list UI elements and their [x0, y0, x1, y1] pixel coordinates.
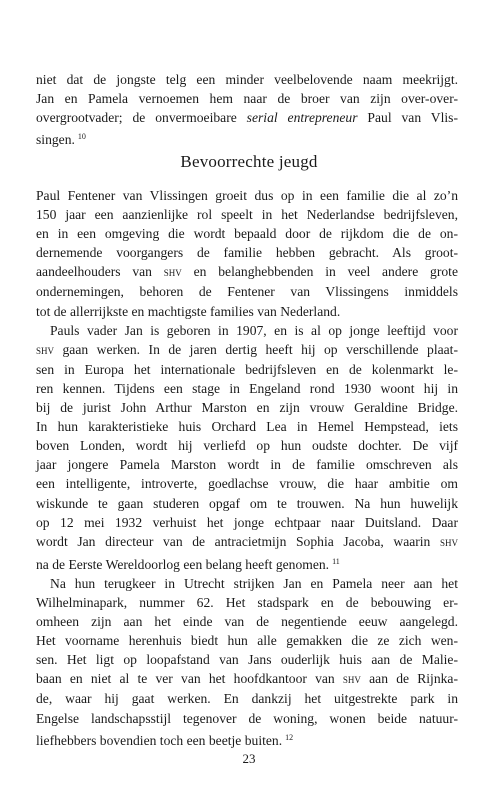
text-line: boven Londen, wordt hij verliefd op hun oudste dochter. De vijf [36, 438, 458, 454]
text-line: In hun karakteristieke huis Orchard Lea in Hemel Hempstead, iets [36, 419, 458, 435]
text-fragment: aandeelhouders van [36, 264, 164, 280]
text-fragment: wordt Jan directeur van de antracietmijn Sophia Jacoba, waarin [36, 533, 440, 549]
italic-phrase: serial entrepreneur [246, 110, 358, 126]
text-line: Na hun terugkeer in Utrecht strijken Jan en Pamela neer aan het [50, 575, 458, 591]
text-line [36, 108, 458, 127]
text-line: op 12 mei 1932 verhuist het jonge echtpaar naar Duitsland. Daar [36, 514, 458, 530]
text-line: een intelligente, introverte, goedlachse vrouw, die haar ambitie om [36, 476, 458, 492]
text-line [36, 669, 458, 689]
text-fragment: aan de Rijnka- [360, 671, 458, 687]
text-line: wiskunde te gaan studeren opgaf om te trouwen. Na hun huwelijk [36, 495, 458, 511]
text-line: ondernemingen, behoren de Fentener van Vlissingens inmiddels [36, 284, 458, 300]
text-fragment: Paul van Vlis- [357, 110, 458, 126]
text-line: sen. Het ligt op loopafstand van Jans ouderlijk huis aan de Malie- [36, 652, 458, 668]
text-line: tot de allerrijkste en machtigste families van Nederland. [36, 303, 341, 319]
text-line: en in een omgeving die wordt bepaald door de rijkdom die de on- [36, 226, 458, 242]
intro-paragraph [36, 70, 458, 149]
text-line: niet dat de jongste telg een minder veelbelovende naam meekrijgt. [36, 72, 458, 87]
text-line: Paul Fentener van Vlissingen groeit dus op in een familie die al zo’n [36, 188, 458, 203]
footnote-marker: 11 [332, 556, 340, 566]
text-line [36, 532, 458, 552]
small-caps-abbreviation: shv [36, 342, 55, 357]
text-line [36, 127, 458, 149]
text-fragment: en belanghebbenden in veel andere grote [181, 264, 458, 280]
text-line [36, 728, 458, 750]
footnote-marker: 12 [285, 732, 294, 742]
text-line: Het voorname herenhuis biedt hun alle gemakken die ze zich wen- [36, 633, 458, 649]
text-line: sen in Europa het internationale bedrijfsleven en de kolenmarkt le- [36, 361, 458, 377]
text-line [36, 262, 458, 282]
small-caps-abbreviation: shv [342, 672, 361, 687]
text-line: Jan en Pamela vernoemen hem naar de broer van zijn over-over- [36, 91, 458, 107]
text-fragment: na de Eerste Wereldoorlog een belang heeft genomen. [36, 556, 330, 572]
text-fragment: gaan werken. In de jaren dertig heeft hij op verschillende plaat- [54, 341, 458, 357]
text-fragment: singen. [36, 132, 75, 148]
text-line [36, 552, 458, 574]
text-line [36, 340, 458, 360]
paragraph-1 [36, 186, 458, 750]
text-fragment: overgrootvader; de onvermoeibare [36, 110, 237, 126]
section-heading: Bevoorrechte jeugd [180, 152, 318, 171]
text-line: 150 jaar een aanzienlijke rol speelt in het Nederlandse bedrijfsleven, [36, 207, 458, 223]
text-fragment: liefhebbers bovendien toch een beetje buiten. [36, 732, 283, 748]
text-line: bij de jurist John Arthur Marston en zijn vrouw Geraldine Bridge. [36, 400, 458, 416]
page-number: 23 [242, 751, 256, 766]
text-line: Wilhelminapark, nummer 62. Het stadspark en de bebouwing er- [36, 594, 458, 610]
text-line: Engelse landschapsstijl tegenover de woning, wonen beide natuur- [36, 710, 458, 726]
text-line: omheen zijn aan het einde van de negentiende eeuw aangelegd. [36, 614, 458, 630]
small-caps-abbreviation: shv [439, 534, 458, 549]
text-line: de, waar hij gaat werken. En dankzij het uitgestrekte park in [36, 691, 458, 707]
text-line: jaar jongere Pamela Marston wordt in de familie omschreven als [36, 457, 458, 473]
footnote-marker: 10 [77, 132, 86, 142]
small-caps-abbreviation: shv [163, 265, 182, 280]
text-line: Pauls vader Jan is geboren in 1907, en is al op jonge leeftijd voor [50, 322, 458, 338]
text-line: ren kennen. Tijdens een stage in Engeland rond 1930 woont hij in [36, 380, 458, 396]
text-line: dernemende voorgangers de familie hebben gebracht. Als groot- [36, 245, 458, 261]
text-fragment: baan en niet al te ver van het hoofdkantoor van [36, 671, 343, 687]
